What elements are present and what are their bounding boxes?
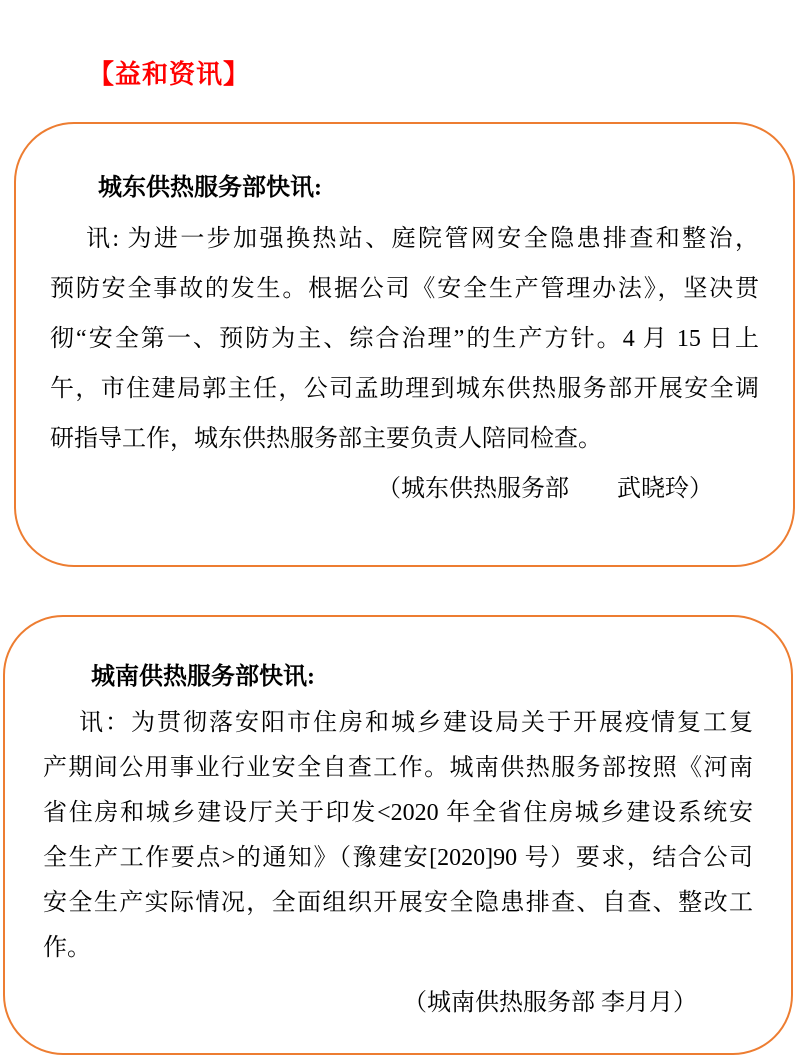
news-card-chengdong — [14, 122, 795, 567]
card-title-chengdong: 城东供热服务部快讯: — [98, 175, 322, 201]
body-line: 省住房和城乡建设厅关于印发<2020 年全省住房城乡建设系统安 — [43, 800, 753, 826]
body-line: 午，市住建局郭主任，公司孟助理到城东供热服务部开展安全调 — [50, 376, 759, 402]
body-line: 讯：为贯彻落安阳市住房和城乡建设局关于开展疫情复工复 — [79, 710, 753, 736]
signature-line-chengnan: （城南供热服务部 李月月） — [403, 990, 697, 1016]
card-title-chengnan: 城南供热服务部快讯: — [91, 664, 315, 690]
body-line: 作。 — [43, 935, 91, 961]
body-line: 彻“安全第一、预防为主、综合治理”的生产方针。4 月 15 日上 — [50, 326, 759, 352]
news-card-chengnan — [3, 615, 793, 1055]
signature-line-chengdong: （城东供热服务部 武晓玲） — [377, 476, 713, 502]
body-line: 讯: 为进一步加强换热站、庭院管网安全隐患排查和整治， — [86, 226, 759, 252]
body-line: 预防安全事故的发生。根据公司《安全生产管理办法》，坚决贯 — [50, 276, 759, 302]
section-header: 【益和资讯】 — [88, 60, 251, 89]
body-line: 产期间公用事业行业安全自查工作。城南供热服务部按照《河南 — [43, 755, 753, 781]
body-line: 全生产工作要点>的通知》（豫建安[2020]90 号）要求，结合公司 — [43, 845, 753, 871]
body-line: 安全生产实际情况，全面组织开展安全隐患排查、自查、整改工 — [43, 890, 753, 916]
body-line: 研指导工作，城东供热服务部主要负责人陪同检查。 — [50, 426, 602, 452]
